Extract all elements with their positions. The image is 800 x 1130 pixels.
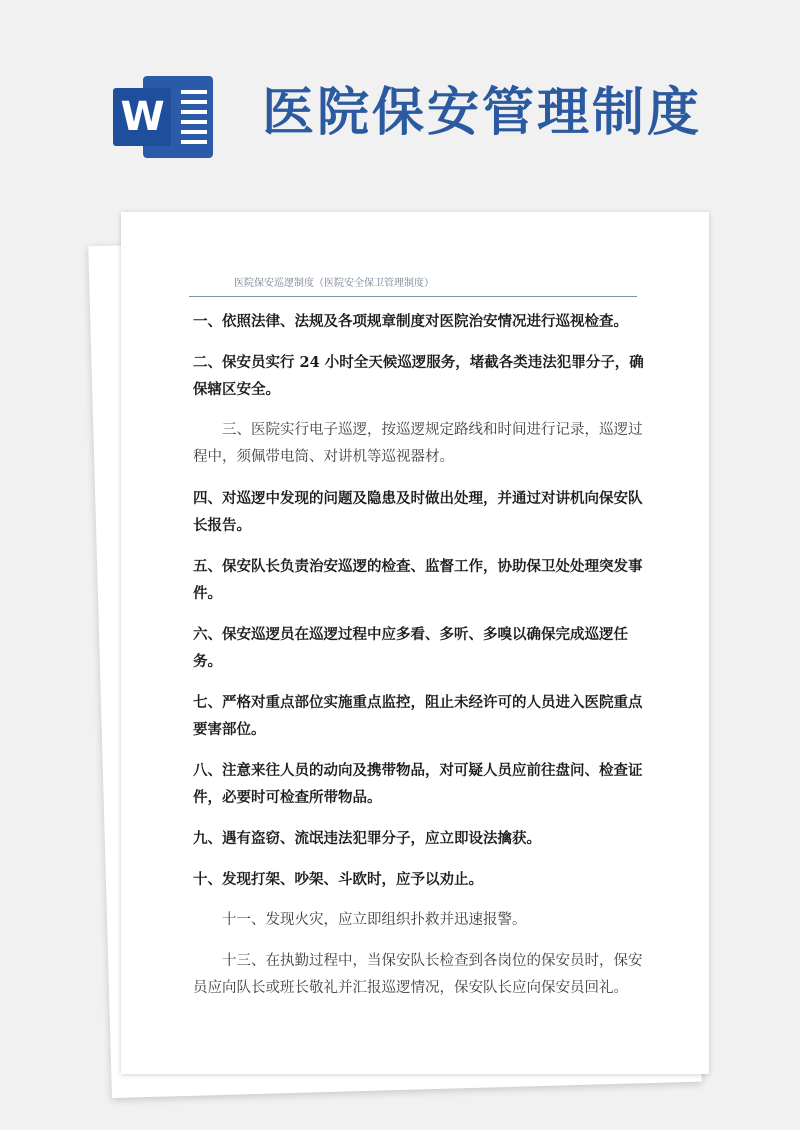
paragraph-5: 五、保安队长负责治安巡逻的检查、监督工作，协助保卫处处理突发事件。 xyxy=(193,558,643,602)
paragraph-10: 十、发现打架、吵架、斗欧时，应予以劝止。 xyxy=(193,871,483,888)
running-header: 医院保安巡逻制度（医院安全保卫管理制度） xyxy=(234,278,434,289)
paragraph-8: 八、注意来往人员的动向及携带物品，对可疑人员应前往盘问、检查证件，必要时可检查所带物品。 xyxy=(193,762,643,806)
word-document-icon xyxy=(113,76,213,158)
document-body xyxy=(193,308,653,1016)
paragraph-9: 九、遇有盗窃、流氓违法犯罪分子，应立即设法擒获。 xyxy=(193,830,541,847)
paragraph-1: 一、依照法律、法规及各项规章制度对医院治安情况进行巡视检查。 xyxy=(193,313,628,330)
banner-title: 医院保安管理制度 xyxy=(262,82,703,143)
paragraph-4: 四、对巡逻中发现的问题及隐患及时做出处理，并通过对讲机向保安队长报告。 xyxy=(193,490,643,534)
paragraph-2: 二、保安员实行 24 小时全天候巡逻服务，堵截各类违法犯罪分子，确保辖区安全。 xyxy=(193,354,644,398)
banner xyxy=(0,0,800,200)
paragraph-6: 六、保安巡逻员在巡逻过程中应多看、多听、多嗅以确保完成巡逻任务。 xyxy=(193,626,628,670)
word-logo-letter: W xyxy=(113,88,171,146)
paragraph-12: 十三、在执勤过程中，当保安队长检查到各岗位的保安员时，保安员应向队长或班长敬礼并汇报巡逻情况，保安队长应向保安员回礼。 xyxy=(193,953,643,996)
document-page xyxy=(121,212,709,1074)
paragraph-3: 三、医院实行电子巡逻，按巡逻规定路线和时间进行记录，巡逻过程中，须佩带电筒、对讲机等巡视器材。 xyxy=(193,422,643,465)
paragraph-7: 七、严格对重点部位实施重点监控，阻止未经许可的人员进入医院重点要害部位。 xyxy=(193,694,643,738)
header-rule xyxy=(189,296,637,297)
paragraph-11: 十一、发现火灾，应立即组织扑救并迅速报警。 xyxy=(222,912,527,928)
